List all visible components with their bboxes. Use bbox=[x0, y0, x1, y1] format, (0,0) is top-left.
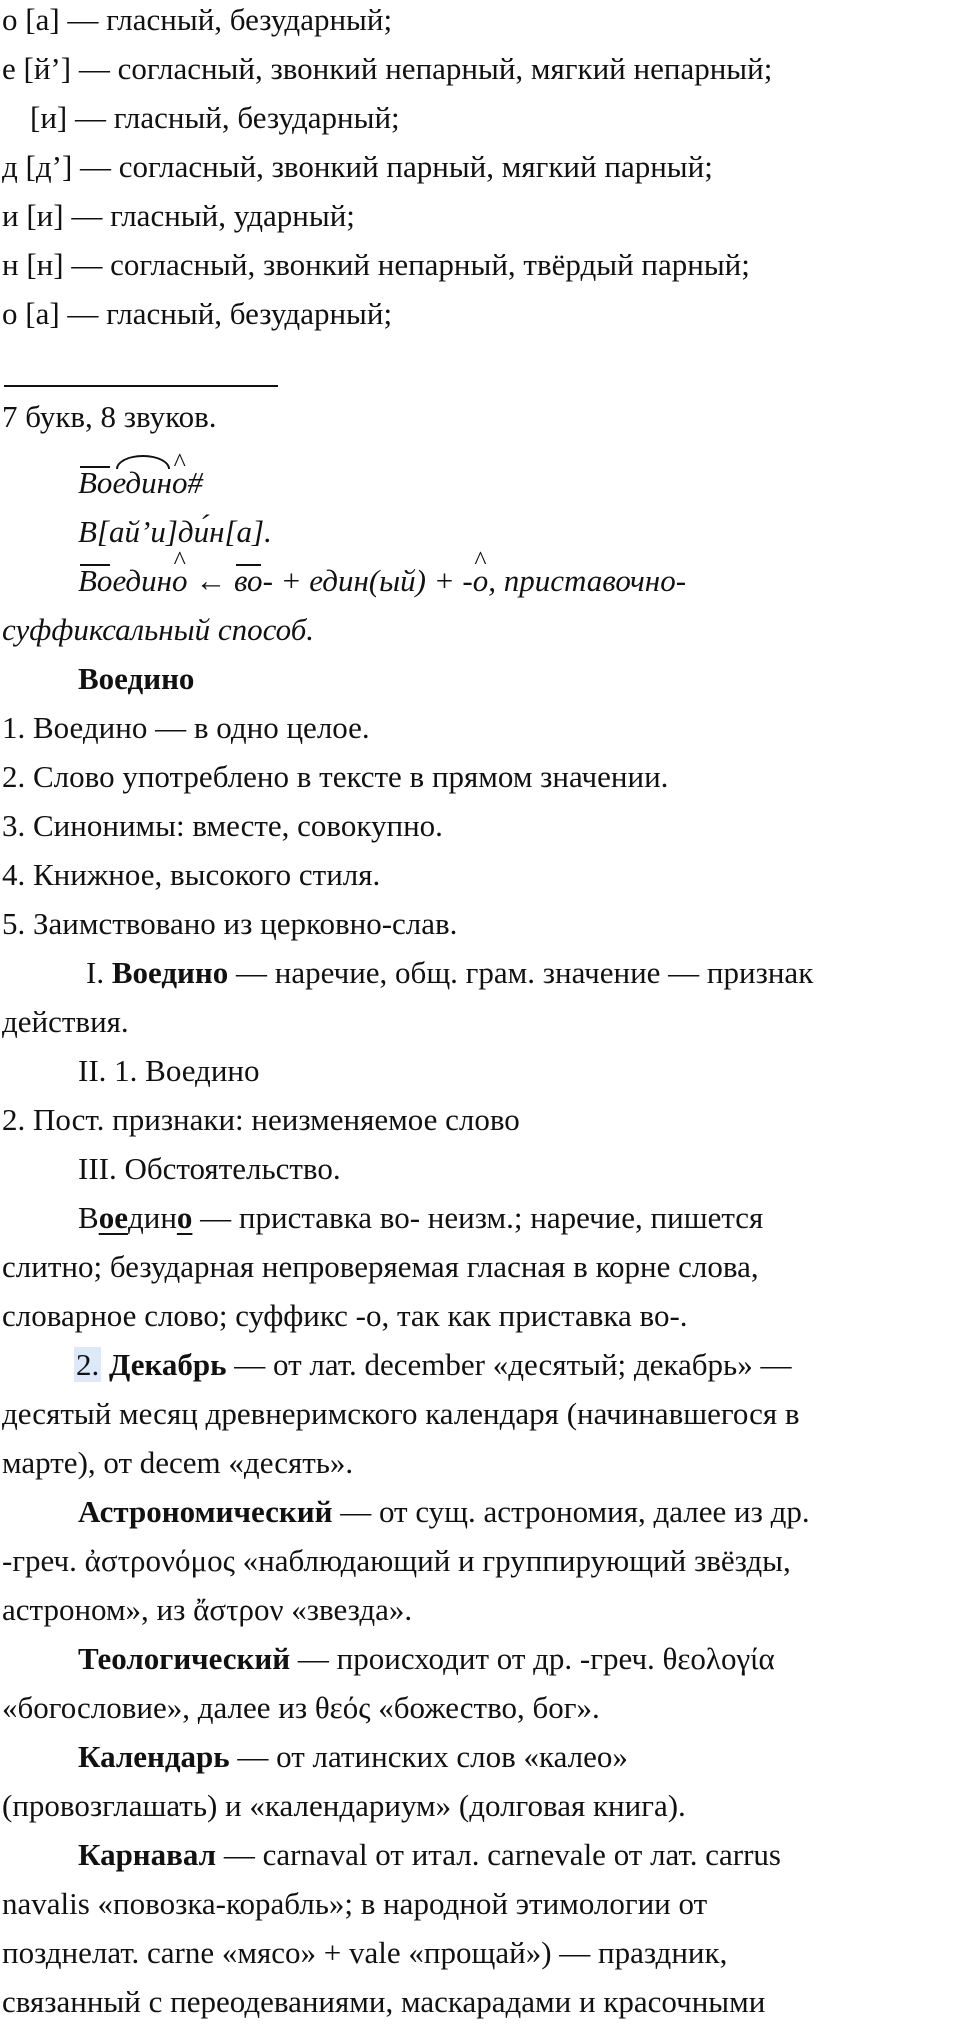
bold-word: Астрономический bbox=[78, 1494, 333, 1529]
prefix-mark: Во bbox=[78, 561, 112, 601]
spelling-orthogram: ое bbox=[98, 1200, 128, 1235]
morph-point-2-item: 2. Пост. признаки: неизменяемое слово bbox=[2, 1102, 520, 1137]
divider bbox=[4, 385, 278, 387]
etymology-text: марте), от decem «десять». bbox=[2, 1445, 354, 1480]
etymology-text: — carnaval от итал. carnevale от лат. carrus bbox=[216, 1837, 781, 1872]
lexical-item: 1. Воедино — в одно целое. bbox=[2, 710, 370, 745]
morph-point-1-cont: действия. bbox=[2, 1004, 129, 1039]
phonetic-line: о [а] — гласный, безударный; bbox=[2, 2, 393, 37]
derivation-line bbox=[78, 561, 686, 601]
etymology-text: астроном», из ἄστρον «звезда». bbox=[2, 1592, 413, 1627]
prefix-mark: Во bbox=[78, 463, 112, 503]
bold-word: Календарь bbox=[78, 1739, 230, 1774]
lexical-item: 3. Синонимы: вместе, совокупно. bbox=[2, 808, 443, 843]
phonetic-line: д [д’] — согласный, звонкий парный, мягкий парный; bbox=[2, 149, 713, 184]
etymology-dekabr bbox=[74, 1345, 791, 1385]
phonetic-line: н [н] — согласный, звонкий непарный, твёрдый парный; bbox=[2, 247, 750, 282]
derivation-mid: - + един(ый) + - bbox=[262, 563, 473, 598]
spelling-letter: В bbox=[78, 1200, 99, 1235]
etymology-text: — происходит от др. -греч. θεολογία bbox=[290, 1641, 775, 1676]
etymology-text: — от лат. december «десятый; декабрь» — bbox=[226, 1347, 792, 1382]
etymology-karn bbox=[78, 1835, 781, 1875]
phonetic-line: о [а] — гласный, безударный; bbox=[2, 296, 393, 331]
item-number: 2. bbox=[76, 1347, 100, 1382]
lexical-item: 5. Заимствовано из церковно-слав. bbox=[2, 906, 458, 941]
etymology-text: (провозглашать) и «календариум» (долговая книга). bbox=[2, 1788, 686, 1823]
derivation-tail: , приставочно- bbox=[488, 563, 687, 598]
bold-word: Теологический bbox=[78, 1641, 291, 1676]
morph-point-1 bbox=[86, 953, 813, 993]
ending-mark: # bbox=[187, 465, 203, 500]
lexical-item: 2. Слово употреблено в тексте в прямом значении. bbox=[2, 759, 669, 794]
spelling-text: — приставка во- неизм.; наречие, пишется bbox=[192, 1200, 764, 1235]
transcription: В[ай’и]ди́н[а]. bbox=[78, 514, 272, 549]
lexical-item: 4. Книжное, высокого стиля. bbox=[2, 857, 381, 892]
bold-word: Декабрь bbox=[109, 1347, 227, 1382]
etymology-text: «богословие», далее из θεός «божество, бог». bbox=[2, 1690, 600, 1725]
phonetic-line: [и] — гласный, безударный; bbox=[30, 100, 400, 135]
phonetic-line: и [и] — гласный, ударный; bbox=[2, 198, 355, 233]
lexical-heading: Воедино bbox=[78, 661, 195, 696]
morph-point-2: II. 1. Воедино bbox=[78, 1053, 260, 1088]
letters-summary: 7 букв, 8 звуков. bbox=[2, 399, 217, 434]
suffix-mark: ^ о bbox=[172, 463, 188, 503]
morphemic-word bbox=[78, 463, 203, 503]
derivation-continued: суффиксальный способ. bbox=[2, 612, 315, 647]
etymology-theo bbox=[78, 1639, 775, 1679]
etymology-text: десятый месяц древнеримского календаря (начинавшегося в bbox=[2, 1396, 800, 1431]
root-text: един bbox=[112, 563, 172, 598]
etymology-kal bbox=[78, 1737, 628, 1777]
spelling-line-3: словарное слово; суффикс -о, так как приставка во-. bbox=[2, 1298, 688, 1333]
spelling-line-1 bbox=[78, 1198, 763, 1238]
suffix-mark: ^ о bbox=[473, 561, 489, 601]
etymology-text: navalis «повозка-корабль»; в народной этимологии от bbox=[2, 1886, 708, 1921]
etymology-text: связанный с переодеваниями, маскарадами и красочными bbox=[2, 1984, 766, 2019]
etymology-text: — от сущ. астрономия, далее из др. bbox=[332, 1494, 810, 1529]
suffix-mark: ^ о bbox=[172, 561, 188, 601]
etymology-text: позднелат. carne «мясо» + vale «прощай») — праздник, bbox=[2, 1935, 728, 1970]
phonetic-line: е [й’] — согласный, звонкий непарный, мягкий непарный; bbox=[2, 51, 773, 86]
etymology-text: -греч. ἀστρονόμος «наблюдающий и группирующий звёзды, bbox=[2, 1543, 791, 1578]
etymology-text: — от латинских слов «калео» bbox=[229, 1739, 628, 1774]
spelling-orthogram: о bbox=[176, 1200, 193, 1235]
bold-word: Воедино bbox=[111, 955, 229, 990]
spelling-letter: дин bbox=[127, 1200, 177, 1235]
prefix-mark: во bbox=[234, 561, 263, 601]
morph-point-3: III. Обстоятельство. bbox=[78, 1151, 341, 1186]
point-number: I. bbox=[86, 955, 112, 990]
point-text: — наречие, общ. грам. значение — признак bbox=[228, 955, 814, 990]
derivation-arrow: ← bbox=[187, 563, 234, 598]
bold-word: Карнавал bbox=[78, 1837, 217, 1872]
etymology-astro bbox=[78, 1492, 810, 1532]
root-mark: един bbox=[112, 463, 172, 503]
spelling-line-2: слитно; безударная непроверяемая гласная в корне слова, bbox=[2, 1249, 759, 1284]
